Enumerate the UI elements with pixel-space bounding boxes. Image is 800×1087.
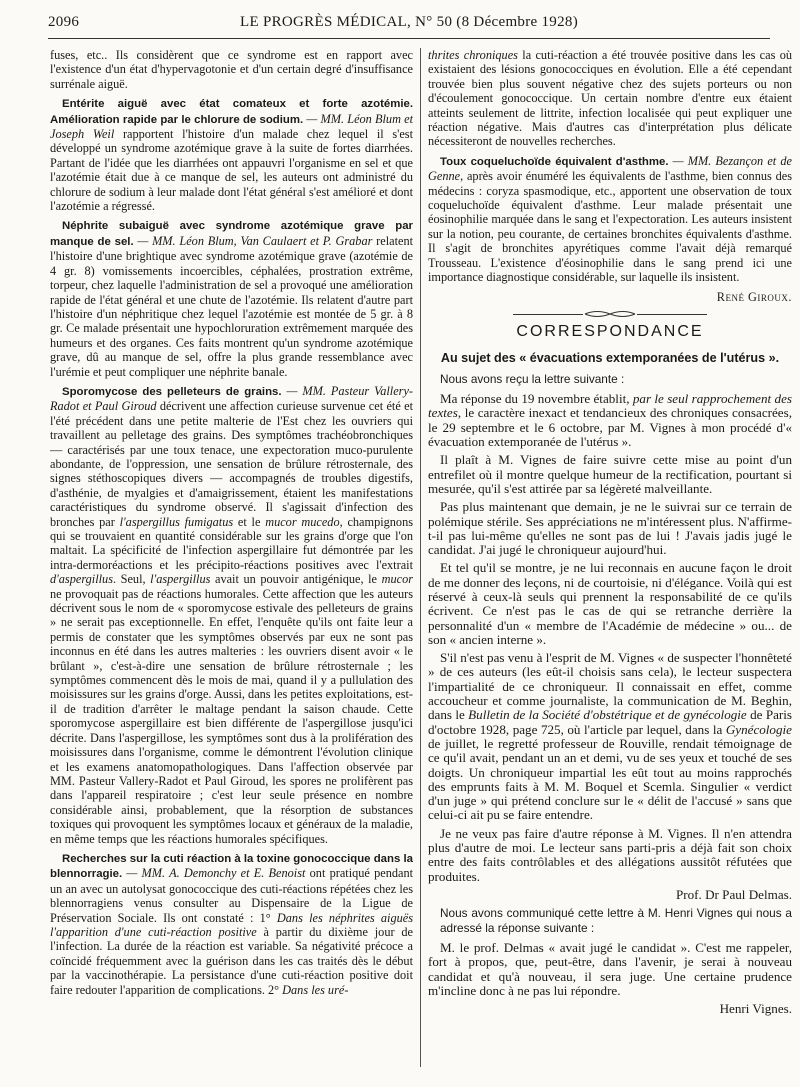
intro-paragraph: fuses, etc.. Ils considèrent que ce syndrome est en rapport avec l'existence d'un état d'hypervagotonie et d'un certain degré d'insuffisance surrénale aiguë. — [50, 48, 413, 91]
letter-paragraph: Je ne veux pas faire d'autre réponse à M. Vignes. Il n'en attendra plus d'autre de moi. Le lecteur sans parti-pris a déjà fait son choix entre des faits contrôlables et des allégations aussitôt réfutées que produites. — [428, 825, 792, 884]
article-body: et le — [237, 514, 261, 529]
article-heading: Entérite aiguë avec état comateux et forte azotémie. Amélioration rapide par le chlorure de sodium. — [50, 98, 413, 126]
lead-in-reply: Nous avons communiqué cette lettre à M. Henri Vignes qui nous a adressé la réponse suivante : — [440, 906, 792, 935]
article-authors: — MM. Léon Blum et Joseph Weil — [50, 111, 413, 142]
species-name: d'aspergillus — [50, 572, 113, 587]
letter-text: S'il n'est pas venu à l'esprit de M. Vignes « de suspecter l'honnêteté » de ces auteurs (les eût-il choisis sans cela), le lecteur suspectera l'impartialité de ce chroniqueur. Il connaissait en effet, comme accoucheur et comme journaliste, la communication de M. Beghin, dans le — [428, 650, 792, 723]
letter-paragraph: Et tel qu'il se montre, je ne lui reconnais en aucune façon le droit de me donner des leçons, ni de courtoisie, ni d'élégance. Voilà qui est réservé à ceux-là seuls qui prennent la responsabilité de ce qu'ils écrivent. Ce n'est pas le cas de qui se retranche derrière la personnalité d'un « membre de l'Académie de médecine » ou... de son « ancien interne ». — [428, 560, 792, 647]
header-rule — [48, 38, 770, 39]
publication-title: Gynécologie — [725, 721, 792, 737]
emphasis: Dans les néphrites aiguës l'apparition d'une cuti-réaction positive — [50, 910, 413, 939]
ornament-flourish-icon — [583, 309, 637, 321]
article-heading: Recherches sur la cuti réaction à la toxine gonococcique dans la blennorragie. — [50, 852, 413, 881]
section-title: CORRESPONDANCE — [516, 322, 704, 340]
signature-giroux: René Giroux. — [716, 289, 792, 304]
running-header — [48, 14, 770, 36]
lead-in: Nous avons reçu la lettre suivante : — [440, 371, 625, 386]
letter-paragraph: Pas plus maintenant que demain, je ne le suivrai sur ce terrain de polémique stérile. Ses appréciations ne m'intéressent plus. N'affirme-t-il pas lui-même qu'elles ne sont pas de lui ! J'avais jadis jugé le candidat. J'ai jugé le chroniqueur aujourd'hui. — [428, 499, 792, 558]
letter-text: de juillet, le regretté professeur de Rouville, rendait témoignage de ce qu'il avait, pendant un an et demi, vu de ses yeux et touché de ses doigts. Un chroniqueur impartial les eût tout au moins rapprochés des emprunts faits à M. M. Boquel et Scemla. Singulier « verdict d'un juge » qui prétend conclure sur le « délit de l'accusé » sans que celui-ci ait pu se faire entendre. — [428, 735, 792, 823]
article-body: avait un pouvoir antigénique, le — [214, 572, 378, 587]
article-body: , champignons qui se trouvaient en quantité considérable sur les grains d'orge que l'on maltait. La spécificité de l'infection aspergillaire fut démontrée par les intra-dermoréactions et les précipito-réactions positives avec l'extrait — [50, 514, 413, 572]
article-body: rapportent l'histoire d'un malade chez lequel il s'est développé un syndrome azotémique grave à la suite de fortes diarrhées. Partant de l'idée que les diarrhées ont appauvri l'organisme en sel et que l'azotémie était due à ce manque de sel, les auteurs ont administré du chlorure de sodium à leur malade dont l'état général s'est amélioré et dont l'azotémie a régressé. — [50, 127, 413, 214]
letter-vignes — [428, 941, 792, 1016]
article-title: Au sujet des « évacuations extemporanées de l'utérus ». — [440, 351, 780, 366]
article-body: . Seul, — [112, 572, 146, 587]
letter-paragraph — [428, 392, 792, 449]
article-body: relatent l'histoire d'une brightique avec syndrome azotémique grave (azotémie de 4 gr. 8) vomissements incoercibles, céphalées, prostration extrême, torpeur, chez laquelle l'administration de sel a provoqué une amélioration rapide de l'état général et une chute de l'azotémie. Ils relatent d'autre part l'histoire d'un néphritique chez lequel l'azotémie est montée de 5 gr. à 8 gr. Ce malade présentait une hypochloruration extrêmement marquée des humeurs et des organes. Ces faits montrent qu'un syndrome azotémique grave, dû au manque de sel, offre la plus grande ressemblance avec l'urémie et peut compliquer une néphrite banale. — [50, 233, 413, 379]
article-body: ont pratiqué pendant un an avec un autolysat gonococcique des cuti-réactions répétées chez les blennorragiens venus consulter au Dispensaire de la Ligue de Préservation Sociale. Ils ont constaté : 1° — [50, 866, 413, 925]
article-heading: Sporomycose des pelleteurs de grains. — [62, 385, 282, 398]
article-sporomycose — [50, 384, 413, 846]
species-name: mucor mucedo — [265, 514, 340, 529]
article-body: à partir du dixième jour de l'infection. La durée de la réaction est variable. Sa négativité précoce a coïncidé fréquemment avec la guérison dans les cas traités dès le début par la vaccinothérapie. La persistance d'une cuti-réaction positive doit faire redouter l'apparition de complications. 2° — [50, 924, 413, 997]
column-divider — [420, 48, 421, 1067]
species-name: l'aspergillus — [150, 572, 211, 587]
article-body: , après avoir énuméré les équivalents de l'asthme, bien connus des médecins : coryza spasmodique, etc., apportent une observation de toux coqueluchoïde équivalent d'asthme. Leur malade présentait une éosinophilie marquée dans le sang et l'expectoration. Les auteurs insistent sur la notion, peu courante, de certaines bronchites équivalents d'asthme. Il s'agit de bronchites apyrétiques comme l'avait déjà remarqué Trousseau. L'existence d'éosinophilie dans le sang prend ici une importance diagnostique considérable, sur laquelle ils insistent. — [428, 169, 792, 285]
letter-text: Ma réponse du 19 novembre établit, — [440, 391, 630, 407]
article-authors: — MM. Léon Blum, Van Caulaert et P. Grabar — [137, 233, 373, 248]
article-body: la cuti-réaction a été trouvée positive dans les cas où existaient des lésions gonococciques en évolution. Elle a été cependant trouvée bien plus souvent négative chez des sujets porteurs ou non d'écoulement gonococcique. Un certain nombre d'entre eux étaient atteints seulement de littrite, infection localisée qui peut expliquer une réaction négative. Mais d'autres cas d'interprétation plus délicate nécessiteront de nouvelles recherches. — [428, 48, 792, 149]
letter-paragraph — [428, 651, 792, 823]
emphasis: thrites chroniques — [428, 48, 518, 62]
letter-paragraph: M. le prof. Delmas « avait jugé le candidat ». C'est me rappeler, fort à propos, que, peut-être, dans l'avenir, je serai à nouveau candidat et qu'à nouveau, il sera juge. Une certaine prudence m'incline donc à ne pas lui répondre. — [428, 940, 792, 998]
section-ornament — [428, 309, 792, 321]
right-column — [428, 48, 792, 1069]
publication-title: Bulletin de la Société d'obstétrique et de gynécologie — [468, 707, 747, 723]
emphasis: par le seul rapprochement des textes — [428, 391, 792, 421]
article-body: ne provoquait pas de réactions humorales. Cette affection que les auteurs décrivent sous le nom de « sporomycose estivale des pelleteurs de grains » ne serait pas exceptionnelle. En effet, l'enquête qu'ils ont faite leur a permis de constater que les symptômes observés par eux ne sont pas inconnus en été dans les autres malteries : les ouvriers disent avoir « le brûlant », c'est-à-dire une sensation de brûlure rétrosternale ; les symptômes commencent dès le mois de mai, quand il y a pullulation des moisissures sur les grains d'orge. Aussi, dans les petites exploitations, est-il de tradition d'arrêter le maltage pendant la saison chaude. Cette sporomycose aspergillaire est bien différente de l'aspergillose jusqu'ici décrite. Dans l'aspergillose, les symptômes sont dus à la prolifération des moisissures dans l'organisme, comme le démontrent l'évolution clinique et les examens anatomopathologiques. Dans l'affection observée par MM. Pasteur Vallery-Radot et Paul Giroud, les spores ne prolifèrent pas dans l'appareil respiratoire ; c'est leur seule présence en nombre considérable ainsi, probablement, que la résorption de substances toxiques qui provoquent les symptômes locaux et généraux de la maladie, en même temps que les réactions humorales spécifiques. — [50, 586, 413, 846]
article-authors: — MM. A. Demonchy et E. Benoist — [126, 866, 306, 881]
letter-delmas — [428, 392, 792, 902]
article-enterite — [50, 96, 413, 213]
species-name: mucor — [381, 572, 413, 587]
ornament-rule — [513, 314, 583, 315]
article-authors: — MM. Bezançon et de Genne — [428, 153, 792, 184]
signature-vignes: Henri Vignes. — [719, 1001, 792, 1017]
species-name: l'aspergillus fumigatus — [119, 514, 234, 529]
article-authors: — MM. Pasteur Vallery-Radot et Paul Giroud — [50, 383, 413, 414]
left-column — [50, 48, 413, 1069]
signature-delmas: Prof. Dr Paul Delmas. — [675, 886, 792, 902]
article-heading: Néphrite subaiguë avec syndrome azotémique grave par manque de sel. — [50, 220, 413, 248]
ornament-rule — [637, 314, 707, 315]
letter-text: , le caractère inexact et tendancieux des chroniques consacrées, le 29 septembre et le 6 octobre, par M. Vignes à mon procédé d'« évacuation extemporanée de l'utérus ». — [428, 405, 792, 450]
article-continuation — [428, 48, 792, 149]
article-nephrite — [50, 218, 413, 378]
article-cuti-reaction — [50, 851, 413, 997]
letter-paragraph: Il plaît à M. Vignes de faire suivre cette mise au point d'un entrefilet où il montre quelque humeur de la rectification, pourtant si mesurée, qu'il s'est attirée par sa légèreté malveillante. — [428, 452, 792, 496]
article-toux — [428, 154, 792, 285]
page-number: 2096 — [48, 14, 80, 30]
emphasis: Dans les uré- — [282, 982, 349, 997]
article-heading: Toux coqueluchoïde équivalent d'asthme. — [440, 155, 669, 168]
article-body: décrivent une affection curieuse survenue cet été et l'été précédent dans une petite malterie de l'Est chez les ouvriers qui travaillent au pelletage des grains. Des symptômes trachéobronchiques — caractérisés par une toux tenace, une expectoration muco-purulente abondante, de l'oppression, une sensation de brûlure rétrosternale, des signes stéthoscopiques divers — accompagnés de troubles digestifs, d'asthénie, de myalgies et d'amaigrissement, étaient les manifestations caractéristiques du syndrome observé. Il s'agissait d'infection des bronches par — [50, 399, 413, 529]
letter-text: de Paris d'octobre 1928, page 725, où l'article par lequel, dans la — [428, 707, 792, 737]
running-title: LE PROGRÈS MÉDICAL, N° 50 (8 Décembre 1928) — [239, 14, 579, 30]
